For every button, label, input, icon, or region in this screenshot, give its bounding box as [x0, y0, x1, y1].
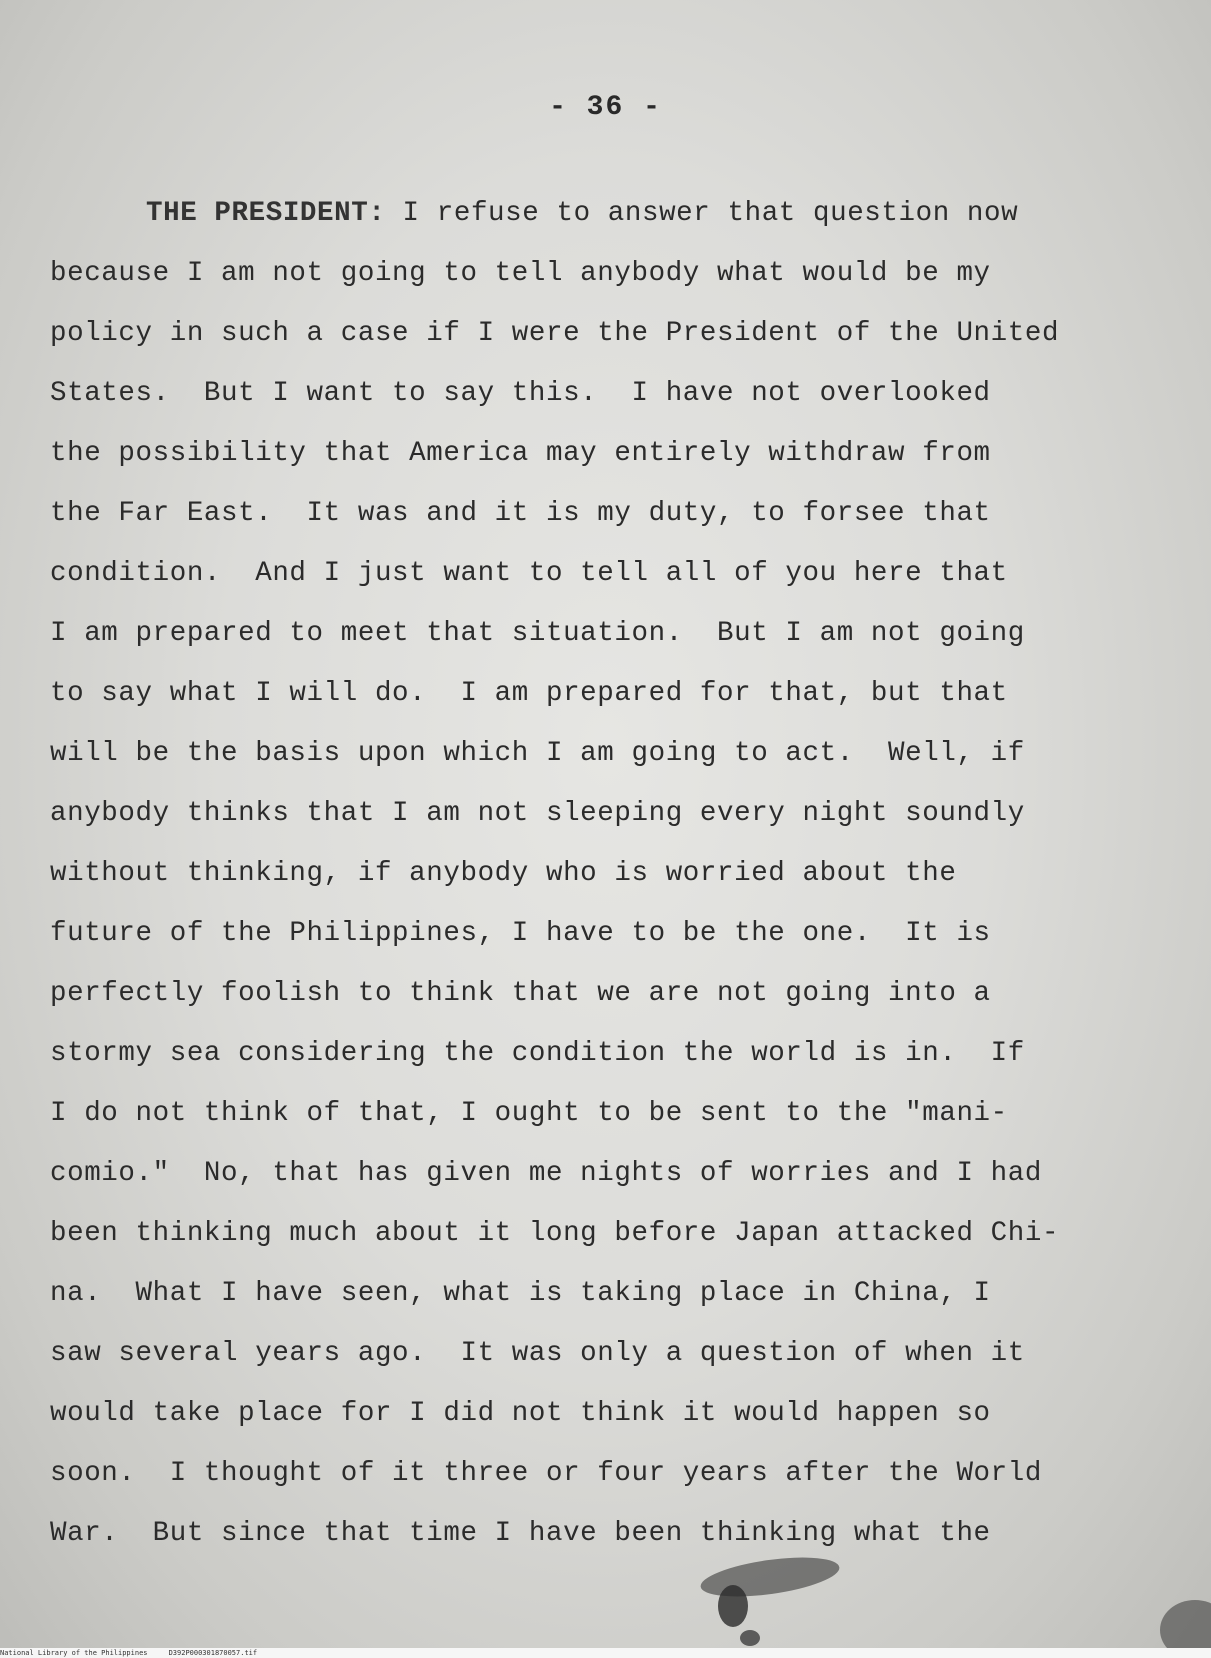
transcript-line: because I am not going to tell anybody what would be my [50, 258, 991, 289]
transcript-line: policy in such a case if I were the President of the United [50, 318, 1060, 349]
page-number: - 36 - [549, 92, 662, 123]
transcript-line: to say what I will do. I am prepared for that, but that [50, 678, 1008, 709]
footer-file-id: D392P000301870057.tif [168, 1649, 258, 1657]
transcript-line: will be the basis upon which I am going to act. Well, if [50, 738, 1025, 769]
transcript-line: been thinking much about it long before Japan attacked Chi- [50, 1218, 1060, 1249]
transcript-line: saw several years ago. It was only a question of when it [50, 1338, 1025, 1369]
transcript-line: States. But I want to say this. I have not overlooked [50, 378, 991, 409]
transcript-line: I do not think of that, I ought to be sent to the "mani- [50, 1098, 1008, 1129]
scan-footer [0, 1648, 1211, 1658]
ink-stain [740, 1630, 760, 1646]
speaker-label: THE PRESIDENT: [146, 198, 386, 229]
transcript-line: the possibility that America may entirely withdraw from [50, 438, 991, 469]
transcript-line: future of the Philippines, I have to be the one. It is [50, 918, 991, 949]
transcript-body [50, 184, 1170, 1564]
transcript-line: I am prepared to meet that situation. But I am not going [50, 618, 1025, 649]
footer-library: National Library of the Philippines [0, 1649, 148, 1657]
transcript-line: comio." No, that has given me nights of worries and I had [50, 1158, 1042, 1189]
transcript-line: without thinking, if anybody who is worried about the [50, 858, 957, 889]
transcript-line: War. But since that time I have been thinking what the [50, 1518, 991, 1549]
transcript-line: condition. And I just want to tell all of you here that [50, 558, 1008, 589]
transcript-line: stormy sea considering the condition the world is in. If [50, 1038, 1025, 1069]
transcript-line [50, 184, 1170, 244]
transcript-line: perfectly foolish to think that we are not going into a [50, 978, 991, 1009]
transcript-line-text: I refuse to answer that question now [385, 198, 1019, 229]
transcript-line: anybody thinks that I am not sleeping every night soundly [50, 798, 1025, 829]
transcript-line: would take place for I did not think it would happen so [50, 1398, 991, 1429]
transcript-line: soon. I thought of it three or four years after the World [50, 1458, 1042, 1489]
transcript-line: the Far East. It was and it is my duty, to forsee that [50, 498, 991, 529]
ink-stain [718, 1585, 748, 1627]
transcript-line: na. What I have seen, what is taking place in China, I [50, 1278, 991, 1309]
